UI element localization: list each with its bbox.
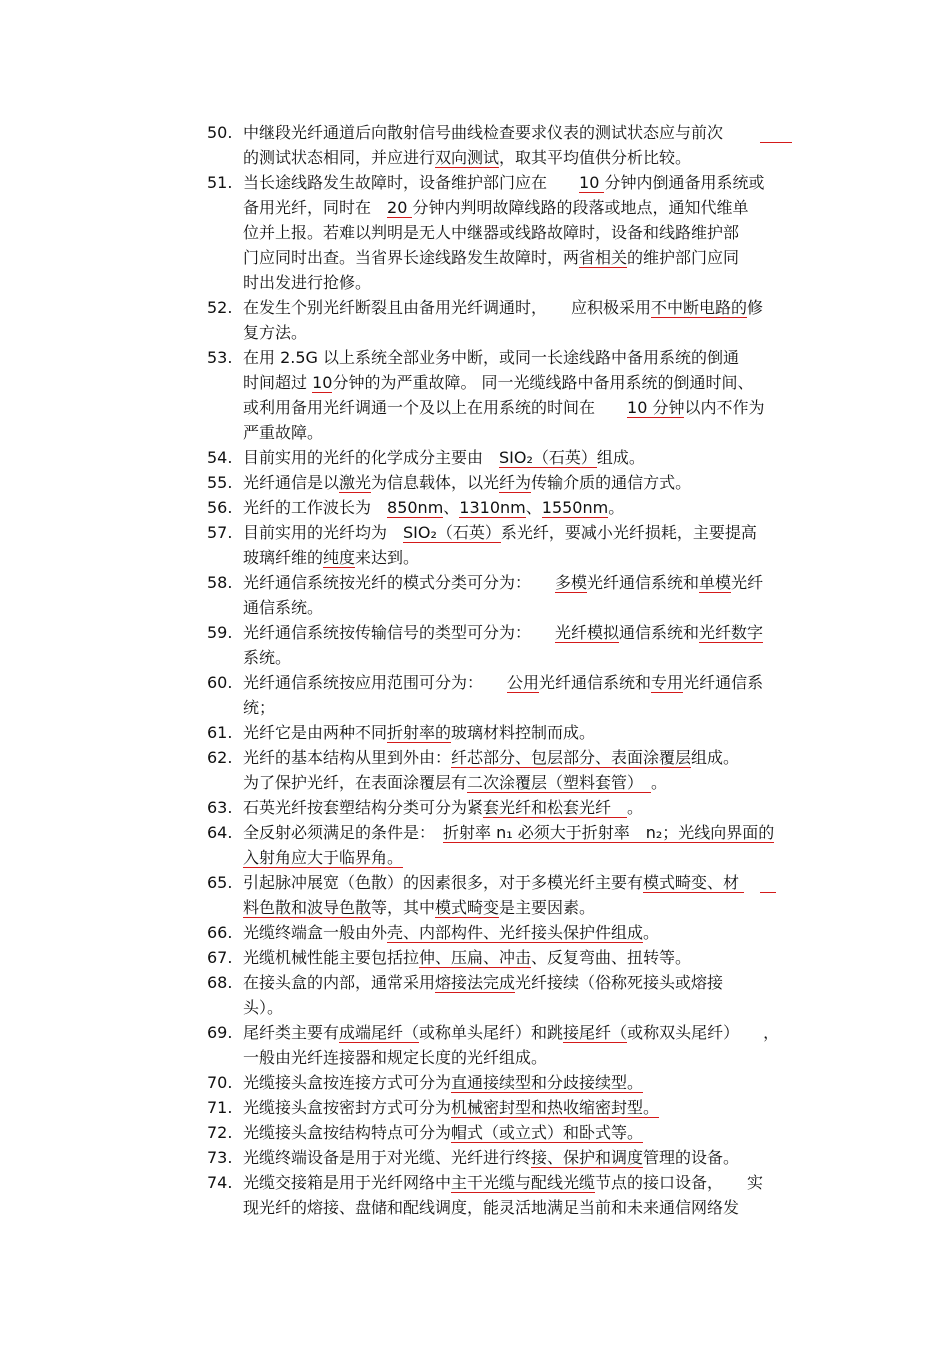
- text-segment: 中继段光纤通道后向散射信号曲线检查要求仪表的测试状态应与前次: [243, 123, 761, 142]
- text-segment: 时出发进行抢修。: [243, 273, 372, 292]
- answer-underline: 壳、内部构件、光纤接头保护件组成: [387, 923, 644, 942]
- answer-underline: 850nm: [387, 498, 444, 517]
- question-number: 74.: [207, 1173, 233, 1192]
- question-item: [207, 570, 839, 620]
- text-line: [243, 820, 839, 845]
- text-segment: 以内不作为: [684, 398, 765, 417]
- question-number: 73.: [207, 1148, 233, 1167]
- question-number: 63.: [207, 798, 233, 817]
- question-number: 70.: [207, 1073, 233, 1092]
- text-segment: 光纤通信系统和: [587, 573, 700, 592]
- answer-underline: 10: [312, 373, 333, 392]
- text-segment: 修: [747, 298, 764, 317]
- answer-underline: 省相关: [579, 248, 628, 267]
- answer-underline: 熔接法完成: [435, 973, 516, 992]
- text-segment: 光纤通信系统按传输信号的类型可分为：: [243, 623, 556, 642]
- question-text: [243, 445, 839, 470]
- text-line: [243, 1020, 839, 1045]
- text-segment: 。: [608, 498, 625, 517]
- question-item: [207, 1095, 839, 1120]
- text-segment: 目前实用的光纤的化学成分主要由: [243, 448, 500, 467]
- text-segment: 复方法。: [243, 323, 308, 342]
- text-segment: 光纤接续（俗称死接头或熔接: [515, 973, 724, 992]
- text-line: [243, 195, 839, 220]
- answer-underline: 激光: [339, 473, 372, 492]
- question-text: [243, 720, 839, 745]
- text-segment: 光缆接头盒按结构特点可分为: [243, 1123, 452, 1142]
- text-line: [243, 295, 839, 320]
- text-line: [243, 645, 839, 670]
- text-line: [243, 870, 839, 895]
- answer-underline: 二次涂覆层（塑料套管）: [467, 773, 652, 792]
- text-segment: 等，其中: [371, 898, 436, 917]
- text-segment: [744, 873, 760, 892]
- text-segment: 光纤的基本结构从里到外由：: [243, 748, 452, 767]
- text-segment: 光缆接头盒按连接方式可分为: [243, 1073, 452, 1092]
- text-segment: 或称单头尾纤）和跳: [419, 1023, 564, 1042]
- text-segment: 光缆机械性能主要包括拉: [243, 948, 420, 967]
- question-text: [243, 620, 839, 670]
- text-segment: 通信系统。: [243, 598, 324, 617]
- answer-underline: 单模: [699, 573, 732, 592]
- question-item: [207, 720, 839, 745]
- text-line: [243, 420, 839, 445]
- question-number: 60.: [207, 673, 233, 692]
- text-segment: 在接头盒的内部，通常采用: [243, 973, 436, 992]
- text-segment: 来达到。: [355, 548, 420, 567]
- text-segment: 光缆接头盒按密封方式可分为: [243, 1098, 452, 1117]
- text-segment: 为信息载体，以光: [371, 473, 500, 492]
- text-segment: 或称双头尾纤） ，: [627, 1023, 780, 1042]
- text-segment: 光缆终端设备是用于对光缆、光纤进行终: [243, 1148, 532, 1167]
- text-segment: 。: [643, 923, 660, 942]
- question-item: [207, 870, 839, 920]
- text-line: [243, 170, 839, 195]
- answer-underline: 折射率 n₁ 必须大于折射率 n₂；光线向界面的: [443, 823, 775, 842]
- question-text: [243, 295, 839, 345]
- question-text: [243, 120, 839, 170]
- question-item: [207, 295, 839, 345]
- text-segment: 统；: [243, 698, 276, 717]
- question-text: [243, 970, 839, 1020]
- text-line: [243, 470, 839, 495]
- question-item: [207, 445, 839, 470]
- question-text: [243, 495, 839, 520]
- text-segment: 严重故障。: [243, 423, 324, 442]
- text-line: [243, 695, 839, 720]
- text-segment: 光缆交接箱是用于光纤网络中: [243, 1173, 452, 1192]
- text-segment: 玻璃材料控制而成。: [451, 723, 596, 742]
- question-text: [243, 570, 839, 620]
- text-segment: 、反复弯曲、扭转等。: [531, 948, 692, 967]
- text-segment: 的测试状态相同，并应进行: [243, 148, 436, 167]
- question-number: 67.: [207, 948, 233, 967]
- question-number: 59.: [207, 623, 233, 642]
- answer-underline: 接、保护和调度: [531, 1148, 644, 1167]
- text-line: [243, 270, 839, 295]
- answer-underline: 光纤数字: [699, 623, 764, 642]
- question-item: [207, 1020, 839, 1070]
- question-number: 62.: [207, 748, 233, 767]
- text-line: [243, 795, 839, 820]
- answer-underline: 多模: [555, 573, 588, 592]
- question-item: [207, 920, 839, 945]
- question-item: [207, 1145, 839, 1170]
- question-text: [243, 745, 839, 795]
- text-segment: 光纤通信系统按应用范围可分为：: [243, 673, 508, 692]
- answer-underline: 主干光缆与配线光缆: [451, 1173, 596, 1192]
- answer-underline: 双向测试: [435, 148, 500, 167]
- question-number: 61.: [207, 723, 233, 742]
- answer-underline: [760, 873, 776, 893]
- text-line: [243, 145, 839, 170]
- text-segment: 全反射必须满足的条件是：: [243, 823, 444, 842]
- question-number: 50.: [207, 123, 233, 142]
- question-text: [243, 1070, 839, 1095]
- text-line: [243, 920, 839, 945]
- text-segment: 分钟内判明故障线路的段落或地点，通知代维单: [412, 198, 749, 217]
- text-segment: 位并上报。若难以判明是无人中继器或线路故障时，设备和线路维护部: [243, 223, 740, 242]
- question-text: [243, 1145, 839, 1170]
- text-line: [243, 520, 839, 545]
- text-segment: 光缆终端盒一般由外: [243, 923, 388, 942]
- answer-underline: 纤芯部分、包层部分、表面涂覆层: [451, 748, 692, 767]
- text-segment: 在发生个别光纤断裂且由备用光纤调通时， 应积极采用: [243, 298, 652, 317]
- answer-underline: 伸、压扁、冲击: [419, 948, 532, 967]
- answer-underline: SIO₂（石英）: [403, 523, 501, 542]
- answer-underline: 1550nm: [541, 498, 609, 517]
- question-number: 68.: [207, 973, 233, 992]
- question-number: 69.: [207, 1023, 233, 1042]
- text-line: [243, 720, 839, 745]
- text-segment: 在用 2.5G 以上系统全部业务中断，或同一长途线路中备用系统的倒通: [243, 348, 740, 367]
- text-line: [243, 345, 839, 370]
- text-segment: 系光纤，要减小光纤损耗，主要提高: [500, 523, 757, 542]
- answer-underline: 机械密封型和热收缩密封型。: [451, 1098, 660, 1117]
- text-line: [243, 1120, 839, 1145]
- question-text: [243, 1095, 839, 1120]
- answer-underline: 成端尾纤（: [339, 1023, 420, 1042]
- text-segment: 现光纤的熔接、盘储和配线调度，能灵活地满足当前和未来通信网络发: [243, 1198, 740, 1217]
- question-item: [207, 745, 839, 795]
- text-line: [243, 845, 839, 870]
- text-segment: 的维护部门应同: [627, 248, 740, 267]
- question-number: 65.: [207, 873, 233, 892]
- question-text: [243, 870, 839, 920]
- text-segment: 一般由光纤连接器和规定长度的光纤组成。: [243, 1048, 548, 1067]
- question-item: [207, 1070, 839, 1095]
- answer-underline: 直通接续型和分歧接续型。: [451, 1073, 644, 1092]
- text-segment: 目前实用的光纤均为: [243, 523, 404, 542]
- text-segment: 尾纤类主要有: [243, 1023, 340, 1042]
- question-item: [207, 345, 839, 445]
- text-line: [243, 245, 839, 270]
- text-segment: 光纤通信系: [683, 673, 764, 692]
- text-line: [243, 120, 839, 145]
- text-segment: 石英光纤按套塑结构分类可分为紧: [243, 798, 484, 817]
- question-text: [243, 470, 839, 495]
- question-text: [243, 520, 839, 570]
- question-number: 58.: [207, 573, 233, 592]
- answer-underline: [760, 123, 792, 143]
- text-segment: 是主要因素。: [499, 898, 596, 917]
- question-number: 51.: [207, 173, 233, 192]
- text-line: [243, 1095, 839, 1120]
- text-segment: 组成。: [596, 448, 645, 467]
- question-item: [207, 495, 839, 520]
- answer-underline: 入射角应大于临界角。: [243, 848, 404, 867]
- answer-underline: 10 分钟: [627, 398, 685, 417]
- answer-underline: 光纤模拟: [555, 623, 620, 642]
- text-line: [243, 445, 839, 470]
- text-segment: 光纤通信系统按光纤的模式分类可分为：: [243, 573, 556, 592]
- question-text: [243, 920, 839, 945]
- text-line: [243, 1145, 839, 1170]
- text-segment: 光纤: [731, 573, 764, 592]
- question-item: [207, 620, 839, 670]
- answer-underline: 10: [579, 173, 605, 192]
- question-item: [207, 520, 839, 570]
- text-segment: 、: [443, 498, 460, 517]
- text-line: [243, 1070, 839, 1095]
- question-number: 53.: [207, 348, 233, 367]
- question-item: [207, 820, 839, 870]
- text-line: [243, 770, 839, 795]
- question-text: [243, 1120, 839, 1145]
- question-number: 54.: [207, 448, 233, 467]
- text-segment: 光纤它是由两种不同: [243, 723, 388, 742]
- question-number: 64.: [207, 823, 233, 842]
- question-item: [207, 795, 839, 820]
- text-line: [243, 1195, 839, 1220]
- question-number: 52.: [207, 298, 233, 317]
- text-segment: 当长途线路发生故障时，设备维护部门应在: [243, 173, 580, 192]
- text-segment: 。: [651, 773, 668, 792]
- text-line: [243, 745, 839, 770]
- question-item: [207, 470, 839, 495]
- question-item: [207, 945, 839, 970]
- text-line: [243, 1170, 839, 1195]
- text-segment: 节点的接口设备， 实: [595, 1173, 764, 1192]
- question-number: 57.: [207, 523, 233, 542]
- text-line: [243, 670, 839, 695]
- question-text: [243, 1020, 839, 1070]
- answer-underline: SIO₂（石英）: [499, 448, 597, 467]
- answer-underline: 帽式（或立式）和卧式等。: [451, 1123, 644, 1142]
- text-segment: 头）。: [243, 998, 284, 1017]
- text-segment: 或利用备用光纤调通一个及以上在用系统的时间在: [243, 398, 628, 417]
- question-item: [207, 670, 839, 720]
- answer-underline: 料色散和波导色散: [243, 898, 372, 917]
- text-line: [243, 895, 839, 920]
- question-text: [243, 670, 839, 720]
- question-number: 66.: [207, 923, 233, 942]
- text-line: [243, 395, 839, 420]
- answer-underline: 套光纤和松套光纤: [483, 798, 628, 817]
- text-segment: 门应同时出查。当省界长途线路发生故障时，两: [243, 248, 580, 267]
- answer-underline: 纤为: [499, 473, 532, 492]
- text-segment: 系统。: [243, 648, 292, 667]
- text-line: [243, 495, 839, 520]
- answer-underline: 不中断电路的: [651, 298, 748, 317]
- question-item: [207, 120, 839, 170]
- text-segment: 为了保护光纤，在表面涂覆层有: [243, 773, 468, 792]
- text-segment: 引起脉冲展宽（色散）的因素很多，对于多模光纤主要有: [243, 873, 644, 892]
- answer-underline: 模式畸变、材: [643, 873, 745, 892]
- text-segment: 。: [627, 798, 644, 817]
- text-line: [243, 320, 839, 345]
- answer-underline: 20: [387, 198, 413, 217]
- question-item: [207, 1120, 839, 1145]
- text-segment: 光纤通信系统和: [539, 673, 652, 692]
- question-text: [243, 1170, 839, 1220]
- question-text: [243, 820, 839, 870]
- text-line: [243, 970, 839, 995]
- question-text: [243, 795, 839, 820]
- text-segment: 备用光纤，同时在: [243, 198, 388, 217]
- answer-underline: 公用: [507, 673, 540, 692]
- question-number: 56.: [207, 498, 233, 517]
- text-segment: 、: [525, 498, 542, 517]
- text-segment: 光纤通信是以: [243, 473, 340, 492]
- question-item: [207, 970, 839, 1020]
- text-line: [243, 1045, 839, 1070]
- text-line: [243, 995, 839, 1020]
- question-item: [207, 170, 839, 295]
- text-segment: 组成。: [691, 748, 740, 767]
- answer-underline: 接尾纤（: [563, 1023, 628, 1042]
- answer-underline: 1310nm: [459, 498, 526, 517]
- text-line: [243, 620, 839, 645]
- answer-underline: 纯度: [323, 548, 356, 567]
- text-line: [243, 220, 839, 245]
- question-number: 72.: [207, 1123, 233, 1142]
- text-segment: 传输介质的通信方式。: [531, 473, 692, 492]
- text-segment: 时间超过: [243, 373, 313, 392]
- question-text: [243, 170, 839, 295]
- text-segment: 玻璃纤维的: [243, 548, 324, 567]
- answer-underline: 专用: [651, 673, 684, 692]
- text-line: [243, 945, 839, 970]
- question-text: [243, 945, 839, 970]
- text-line: [243, 570, 839, 595]
- text-segment: 分钟的为严重故障。 同一光缆线路中备用系统的倒通时间、: [332, 373, 754, 392]
- answer-underline: 折射率的: [387, 723, 452, 742]
- text-line: [243, 595, 839, 620]
- text-segment: 管理的设备。: [643, 1148, 740, 1167]
- question-number: 55.: [207, 473, 233, 492]
- question-item: [207, 1170, 839, 1220]
- text-line: [243, 545, 839, 570]
- answer-underline: 模式畸变: [435, 898, 500, 917]
- question-number: 71.: [207, 1098, 233, 1117]
- text-segment: ，取其平均值供分析比较。: [499, 148, 692, 167]
- text-line: [243, 370, 839, 395]
- text-segment: 通信系统和: [619, 623, 700, 642]
- text-segment: 分钟内倒通备用系统或: [604, 173, 765, 192]
- question-text: [243, 345, 839, 445]
- text-segment: 光纤的工作波长为: [243, 498, 388, 517]
